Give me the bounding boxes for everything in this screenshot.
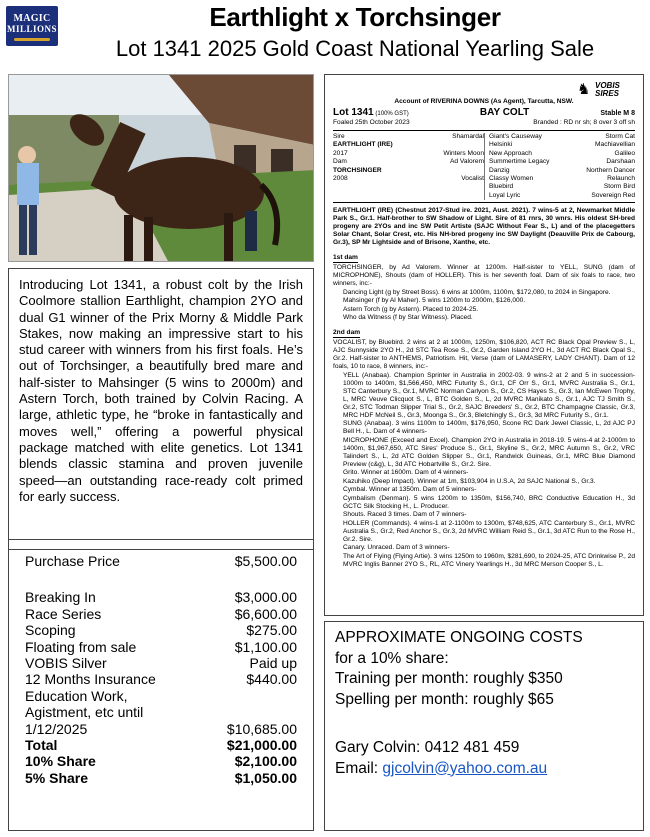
second-dam-entry: VOCALIST, by Bluebird. 2 wins at 2 at 1000m, 1250m, $106,820, ACT RC Black Opal Preview S., L, AJC Sunnyside 2YO H., 2d STC Tea Rose S., Gr.2, Garden Island 2YO H., 3d ACT RC Black Opal S., Gr.2. Half-sister to ANTHEMS, Patriotism. Hit, Verse (dam of LAMASERY, LADY CHANT). Dam of 12 foals, 10 to race, 8 winners, inc:-: [333, 339, 635, 371]
second-dam-heading: 2nd dam: [333, 329, 361, 337]
share5-label: 5% Share: [25, 769, 89, 786]
cost-row: [25, 655, 297, 671]
intro-paragraph: Introducing Lot 1341, a robust colt by the Irish Coolmore stallion Earthlight, champion 2YO and dual G1 winner of the Prix Morny & Middle Park Stakes, now making an impressive start to his stud career with winners from his first foals. He’s out of Torchsinger, a beautifully bred mare and half-sister to Mahsinger (5 wins to 2000m) and Astern Torch, both trained by Colvin Racing. A large, athletic type, he “broke in fantastically and moves well,” offering a powerful physical package matched with elite genetics. Lot 1341 blends classic stamina and proven juvenile speed—an outstanding race-ready colt primed for early success.: [19, 277, 303, 504]
cost-label: Breaking In: [25, 589, 96, 606]
vendor-account: Account of RIVERINA DOWNS (As Agent), Tarcutta, NSW.: [394, 98, 574, 105]
first-dam-entry: TORCHSINGER, by Ad Valorem. Winner at 1200m. Half-sister to YELL, SUNG (dam of MICROPHONE), Shouts (dam of HOLLER). This is her seventh foal. Dam of six foals to race, two winners, inc:-: [333, 264, 635, 288]
vobis-label: VOBIS SIRES: [595, 81, 620, 98]
total-label: Total: [25, 737, 58, 754]
cost-label: 12 Months Insurance: [25, 671, 156, 688]
spelling-cost: Spelling per month: roughly $65: [335, 690, 554, 708]
second-dam-entry: The Art of Flying (Flying Artie). 3 wins 1250m to 1960m, $281,690, to 2024-25, ATC Drinkwise P., 2d MVRC Inglis Banner 2YO S., RL, ATC Vinery Yearlings H., 3d MRC Merson Cooper S., L.: [343, 552, 635, 568]
email-label: Email:: [335, 759, 383, 777]
page-title: Earthlight x Torchsinger: [209, 2, 501, 32]
logo-line2: MILLIONS: [6, 24, 57, 34]
cost-label: 1/12/2025: [25, 720, 88, 737]
second-dam-entry: Kazuhiko (Deep Impact). Winner at 1m, $103,904 in U.S.A, 2d SAJC National S., Gr.3.: [343, 477, 596, 485]
horse-photo: [8, 74, 314, 262]
contact-phone: Gary Colvin: 0412 481 459: [335, 739, 520, 756]
cost-label: Race Series: [25, 605, 102, 622]
pedigree-row: 2017 Winters Moon: [333, 149, 484, 157]
cost-value: $10,685.00: [226, 720, 297, 737]
pedigree-row: TORCHSINGER: [333, 166, 382, 174]
horse-photo-illustration: [9, 75, 314, 262]
pedigree-row: 2008 Vocalist: [333, 175, 484, 183]
cost-value: $3,000.00: [234, 589, 297, 606]
share10-label: 10% Share: [25, 753, 96, 770]
logo-line1: MAGIC: [13, 13, 51, 24]
first-dam-heading: 1st dam: [333, 254, 358, 262]
lot-number: Lot 1341: [333, 107, 374, 118]
first-dam-entry: Dancing Light (g by Street Boss). 6 wins at 1000m, 1100m, $172,080, to 2024 in Singapore.: [343, 288, 611, 296]
training-cost: Training per month: roughly $350: [335, 670, 563, 687]
ongoing-subheading: for a 10% share:: [335, 649, 449, 667]
second-dam-entry: Cymbal. Winner at 1350m. Dam of 5 winners-: [343, 486, 477, 494]
cost-breakdown-box: [8, 539, 314, 831]
cost-value: $440.00: [246, 671, 297, 688]
pedigree-parents: [333, 133, 484, 200]
pedigree-row: Classy Women Relaunch: [489, 175, 635, 183]
first-dam-section: [333, 254, 635, 322]
pedigree-table: [333, 130, 635, 203]
cost-label: Agistment, etc until: [25, 704, 144, 721]
total-value: $21,000.00: [226, 737, 297, 754]
first-dam-entry: Astern Torch (g by Astern). Placed to 2024-25.: [343, 305, 479, 313]
pedigree-row: Summertime Legacy Darshaan: [489, 158, 635, 166]
cost-label: Education Work,: [25, 687, 128, 704]
pedigree-row: New Approach Galileo: [489, 149, 635, 157]
cost-row: [25, 622, 297, 638]
ongoing-heading: APPROXIMATE ONGOING COSTS: [335, 629, 583, 646]
second-dam-entry: SUNG (Anabaa). 3 wins 1100m to 1400m, $176,950, Scone RC Dark Jewel Classic, L, 2d AJC PJ Bell H., L. Dam of 4 winners-: [343, 420, 635, 436]
cost-label: Purchase Price: [25, 553, 120, 569]
contact-email-line: [335, 759, 633, 780]
share10-value: $2,100.00: [234, 753, 297, 770]
magic-millions-logo: [6, 6, 58, 46]
second-dam-entry: Cymbalism (Denman). 5 wins 1200m to 1350m, $156,740, BRC Conductive Education H., 3d GCTC Silk Stocking H., L. Producer.: [343, 494, 635, 510]
pedigree-row: Giant's Causeway Storm Cat: [489, 133, 635, 140]
total-row: [25, 737, 297, 753]
share5-value: $1,050.00: [234, 769, 297, 786]
page-subtitle: Lot 1341 2025 Gold Coast National Yearling Sale: [115, 36, 595, 61]
first-dam-entry: Mahsinger (f by Al Maher). 5 wins 1200m to 2000m, $126,000.: [343, 297, 526, 305]
pedigree-row: Sire Shamardal: [333, 133, 484, 140]
cost-row: [25, 639, 297, 655]
cost-value: $1,100.00: [234, 638, 297, 655]
lot-gst: (100% GST): [375, 111, 409, 117]
pedigree-row: EARTHLIGHT (IRE): [333, 141, 393, 149]
ongoing-costs-box: [324, 621, 644, 831]
cost-row: [25, 606, 297, 622]
cost-value: $5,500.00: [234, 553, 297, 569]
lot-sex: BAY COLT: [479, 107, 530, 118]
cost-value: $6,600.00: [234, 605, 297, 622]
share5-row: [25, 770, 297, 786]
intro-text-box: [8, 268, 314, 550]
cost-value: $275.00: [246, 622, 297, 639]
purchase-price-row: [25, 553, 297, 569]
pedigree-row: Bluebird Storm Bird: [489, 183, 635, 191]
vobis-sires-logo: [577, 81, 633, 101]
cost-label: Scoping: [25, 622, 76, 639]
horse-head-icon: ♞: [577, 81, 591, 98]
logo-swoosh: [14, 38, 50, 41]
foaled-line: [333, 119, 635, 127]
pedigree-grandparents: [484, 133, 635, 200]
second-dam-entry: HOLLER (Commands). 4 wins-1 at 2-1100m to 1300m, $748,625, ATC Canterbury S., Gr.1, MVRC Australia S., Gr.2, Red Anchor S., Gr.3, 2d MVRC William Reid S., Gr.1, 3d ATC Run to the Rose H., Gr.2. Sire.: [343, 519, 635, 543]
pedigree-row: Helsinki Machiavellian: [489, 141, 635, 149]
catalogue-page: [324, 74, 644, 616]
pedigree-row: Dam Ad Valorem: [333, 158, 484, 166]
first-dam-entry: Who da Witness (f by Star Witness). Placed.: [343, 314, 473, 322]
lot-line: [333, 109, 635, 118]
second-dam-entry: MICROPHONE (Exceed and Excel). Champion 2YO in Australia in 2018-19. 5 wins-4 at 2-1000m to 1400m, $1,967,650, ATC Sires' Produce S., Gr.1, Skyline S., Gr.2, MRC Autumn S., Gr.2, VRC Talindert S., L, 2d ATC Golden Slipper S., Gr.1, Randwick Guineas, Gr.1, MRC Blue Diamond Preview (c&g), L, 3d ATC Hobartville S., Gr.2. Sire.: [343, 436, 635, 468]
pedigree-row: Loyal Lyric Sovereign Red: [489, 191, 635, 199]
stable-number: Stable M 8: [600, 110, 635, 117]
second-dam-entry: Grito. Winner at 1600m. Dam of 4 winners-: [343, 469, 469, 477]
cost-row: [25, 688, 297, 704]
cost-row: [25, 704, 297, 720]
second-dam-entry: Canary. Unraced. Dam of 3 winners-: [343, 544, 450, 552]
cost-row: [25, 721, 297, 737]
second-dam-entry: Shouts. Raced 3 times. Dam of 7 winners-: [343, 511, 467, 519]
cost-label: Floating from sale: [25, 638, 137, 655]
second-dam-entry: YELL (Anabaa). Champion Sprinter in Australia in 2002-03. 9 wins-2 at 2 and 5 in succession-1000m to 1400m, $1,566,450, MRC Futurity S., Gr.1, CF Orr S., Gr.1, MVRC Australia S., Gr.1, STC Canterbury S., Gr.1, MVRC Norman Carlyon S., Gr.2, CS Hayes S., Gr.3, Ian McEwen Trophy, L, MRC Veuve Clicquot S., L, BTC Golden S., L, 2d MVRC Manikato S., Gr.1, AJC TJ Smith S., Gr.2, STC Todman Slipper Trial S., Gr.2, SAJC Breeders' S., Gr.2, BTC Champagne Classic, Gr.3, MRC HDF McNeil S., Gr.3, Moonga S., Gr.3, Bletchingly S., Gr.3, 3d MRC Futurity S., Gr.1.: [343, 371, 635, 419]
sire-summary: EARTHLIGHT (IRE) (Chestnut 2017-Stud ire. 2021, Aust. 2021). 7 wins-5 at 2, Newmarket Middle Park S., Gr.1. Half-brother to SW Shadow of Light. Sire of 81 rnrs, 30 wnrs. His oldest SH-bred progeny are 2YOs and inc SW Petit Artiste (SAJC Without Fear S., L) and of the placegetters Solar Chant, Solar Crest, etc. His NH-bred progeny inc SW Daylight (Deauville Prix de Cabourg, Gr.3), SP Mr Lightside and of Brisone, Xanthe, etc.: [333, 207, 635, 247]
cost-row: [25, 671, 297, 687]
cost-value: Paid up: [249, 655, 297, 672]
email-link[interactable]: gjcolvin@yahoo.com.au: [382, 759, 548, 777]
second-dam-section: [333, 329, 635, 569]
cost-row: [25, 589, 297, 605]
brand-description: Branded : RD nr sh; 8 over 3 off sh: [533, 119, 635, 126]
share10-row: [25, 753, 297, 769]
pedigree-row: Danzig Northern Dancer: [489, 166, 635, 174]
foaled-date: Foaled 25th October 2023: [333, 119, 410, 126]
cost-label: VOBIS Silver: [25, 655, 107, 672]
